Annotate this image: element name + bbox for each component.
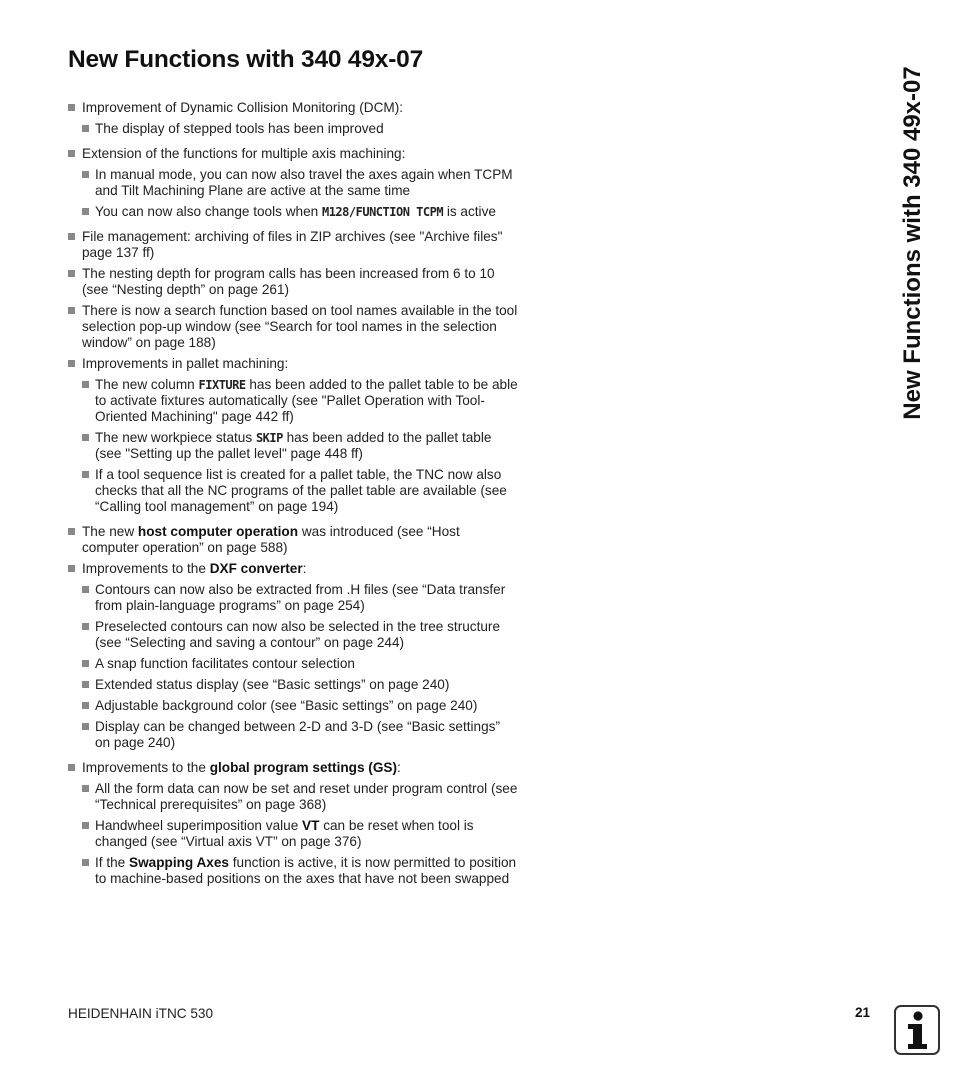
item-text: Extended status display (see “Basic settings” on page 240) xyxy=(95,677,450,692)
bullet-square-icon xyxy=(82,785,89,792)
bullet-square-icon xyxy=(68,565,75,572)
item-text: Adjustable background color (see “Basic settings” on page 240) xyxy=(95,698,478,713)
sub-list-item xyxy=(68,719,518,751)
bullet-square-icon xyxy=(82,702,89,709)
footer-product: HEIDENHAIN iTNC 530 xyxy=(68,1006,214,1021)
bullet-square-icon xyxy=(82,623,89,630)
item-text: function is active, it is now permitted to position to machine-based positions on the axes that have not been swapped xyxy=(95,855,517,886)
bold-term: host computer operation xyxy=(137,524,299,539)
side-tab xyxy=(893,52,933,434)
item-text: The nesting depth for program calls has been increased from 6 to 10 (see “Nesting depth” on page 261) xyxy=(82,266,495,297)
bullet-square-icon xyxy=(82,660,89,667)
sub-list-item xyxy=(68,677,518,693)
item-text: If the xyxy=(95,855,130,870)
item-text: Contours can now also be extracted from .H files (see “Data transfer from plain-language programs” on page 254) xyxy=(95,582,506,613)
bullet-square-icon xyxy=(82,434,89,441)
bullet-square-icon xyxy=(82,208,89,215)
bullet-square-icon xyxy=(82,859,89,866)
bullet-square-icon xyxy=(82,586,89,593)
sub-list-item xyxy=(68,619,518,651)
page-title: New Functions with 340 49x-07 xyxy=(68,46,424,73)
list-item xyxy=(68,760,518,776)
sub-list-item xyxy=(68,656,518,672)
side-title: New Functions with 340 49x-07 xyxy=(899,66,926,420)
item-text: The new column xyxy=(95,377,199,392)
bullet-square-icon xyxy=(68,764,75,771)
sub-list-item xyxy=(68,698,518,714)
bullet-square-icon xyxy=(82,723,89,730)
info-icon xyxy=(894,1005,940,1055)
bullet-square-icon xyxy=(68,233,75,240)
sub-list-item xyxy=(68,377,518,425)
item-text: has been added to the pallet table (see "Setting up the pallet level" page 448 ff) xyxy=(95,430,492,461)
item-text: Handwheel superimposition value xyxy=(95,818,303,833)
code-term: / xyxy=(348,205,356,219)
code-term: M128 xyxy=(321,205,349,219)
item-text: You can now also change tools when xyxy=(95,204,322,219)
bold-term: global program settings (GS) xyxy=(209,760,397,775)
code-term: FUNCTION TCPM xyxy=(355,205,444,219)
bullet-square-icon xyxy=(82,381,89,388)
sub-list-item xyxy=(68,430,518,462)
item-text: The new xyxy=(82,524,138,539)
bullet-square-icon xyxy=(82,171,89,178)
item-text: Improvements to the xyxy=(82,760,210,775)
code-term: FIXTURE xyxy=(198,378,246,392)
bold-term: DXF converter xyxy=(209,561,303,576)
item-text: File management: archiving of files in ZIP archives (see "Archive files" page 137 ff) xyxy=(82,229,503,260)
bullet-square-icon xyxy=(68,360,75,367)
item-text: The display of stepped tools has been improved xyxy=(95,121,384,136)
item-text: There is now a search function based on tool names available in the tool selection pop-up window (see “Search for tool names in the selection window” on page 188) xyxy=(82,303,518,350)
bold-term: Swapping Axes xyxy=(129,855,229,870)
item-text: Improvements to the xyxy=(82,561,210,576)
item-text: Improvements in pallet machining: xyxy=(82,356,289,371)
list-item xyxy=(68,524,518,556)
bullet-square-icon xyxy=(82,822,89,829)
bullet-square-icon xyxy=(68,307,75,314)
sub-list-item xyxy=(68,781,518,813)
item-text: is active xyxy=(443,204,496,219)
bullet-square-icon xyxy=(68,104,75,111)
list-item xyxy=(68,100,518,116)
list-item xyxy=(68,266,518,298)
item-text: Display can be changed between 2-D and 3-D (see “Basic settings” on page 240) xyxy=(95,719,501,750)
bullet-square-icon xyxy=(82,681,89,688)
info-glyph xyxy=(896,1007,938,1053)
sub-list-item xyxy=(68,818,518,850)
bold-term: VT xyxy=(302,818,320,833)
bullet-square-icon xyxy=(68,270,75,277)
feature-list xyxy=(68,100,518,887)
page-number: 21 xyxy=(855,1005,871,1020)
item-text: was introduced (see “Host computer operation” on page 588) xyxy=(82,524,460,555)
bullet-square-icon xyxy=(82,471,89,478)
list-item xyxy=(68,229,518,261)
item-text: If a tool sequence list is created for a pallet table, the TNC now also checks that all the NC programs of the pallet table are available (see “Calling tool management” on page 194) xyxy=(95,467,507,514)
item-text: Extension of the functions for multiple axis machining: xyxy=(82,146,406,161)
item-text: All the form data can now be set and reset under program control (see “Technical prerequisites” on page 368) xyxy=(95,781,518,812)
item-text: : xyxy=(397,760,401,775)
list-item xyxy=(68,303,518,351)
item-text: has been added to the pallet table to be able to activate fixtures automatically (see "Pallet Operation with Tool-Oriented Machining" page 442 ff) xyxy=(95,377,518,424)
list-item xyxy=(68,146,518,162)
item-text: The new workpiece status xyxy=(95,430,256,445)
item-text: : xyxy=(302,561,307,576)
sub-list-item xyxy=(68,121,518,137)
sub-list-item xyxy=(68,855,518,887)
item-text: Improvement of Dynamic Collision Monitoring (DCM): xyxy=(82,100,404,115)
list-item xyxy=(68,356,518,372)
list-item xyxy=(68,561,518,577)
sub-list-item xyxy=(68,467,518,515)
item-text: can be reset when tool is changed (see “Virtual axis VT” on page 376) xyxy=(95,818,474,849)
code-term: SKIP xyxy=(255,431,283,445)
sub-list-item xyxy=(68,204,518,220)
bullet-square-icon xyxy=(82,125,89,132)
bullet-square-icon xyxy=(68,528,75,535)
item-text: Preselected contours can now also be selected in the tree structure (see “Selecting and saving a contour” on page 244) xyxy=(95,619,501,650)
sub-list-item xyxy=(68,582,518,614)
item-text: A snap function facilitates contour selection xyxy=(95,656,355,671)
sub-list-item xyxy=(68,167,518,199)
item-text: In manual mode, you can now also travel the axes again when TCPM and Tilt Machining Plane are active at the same time xyxy=(95,167,513,198)
bullet-square-icon xyxy=(68,150,75,157)
